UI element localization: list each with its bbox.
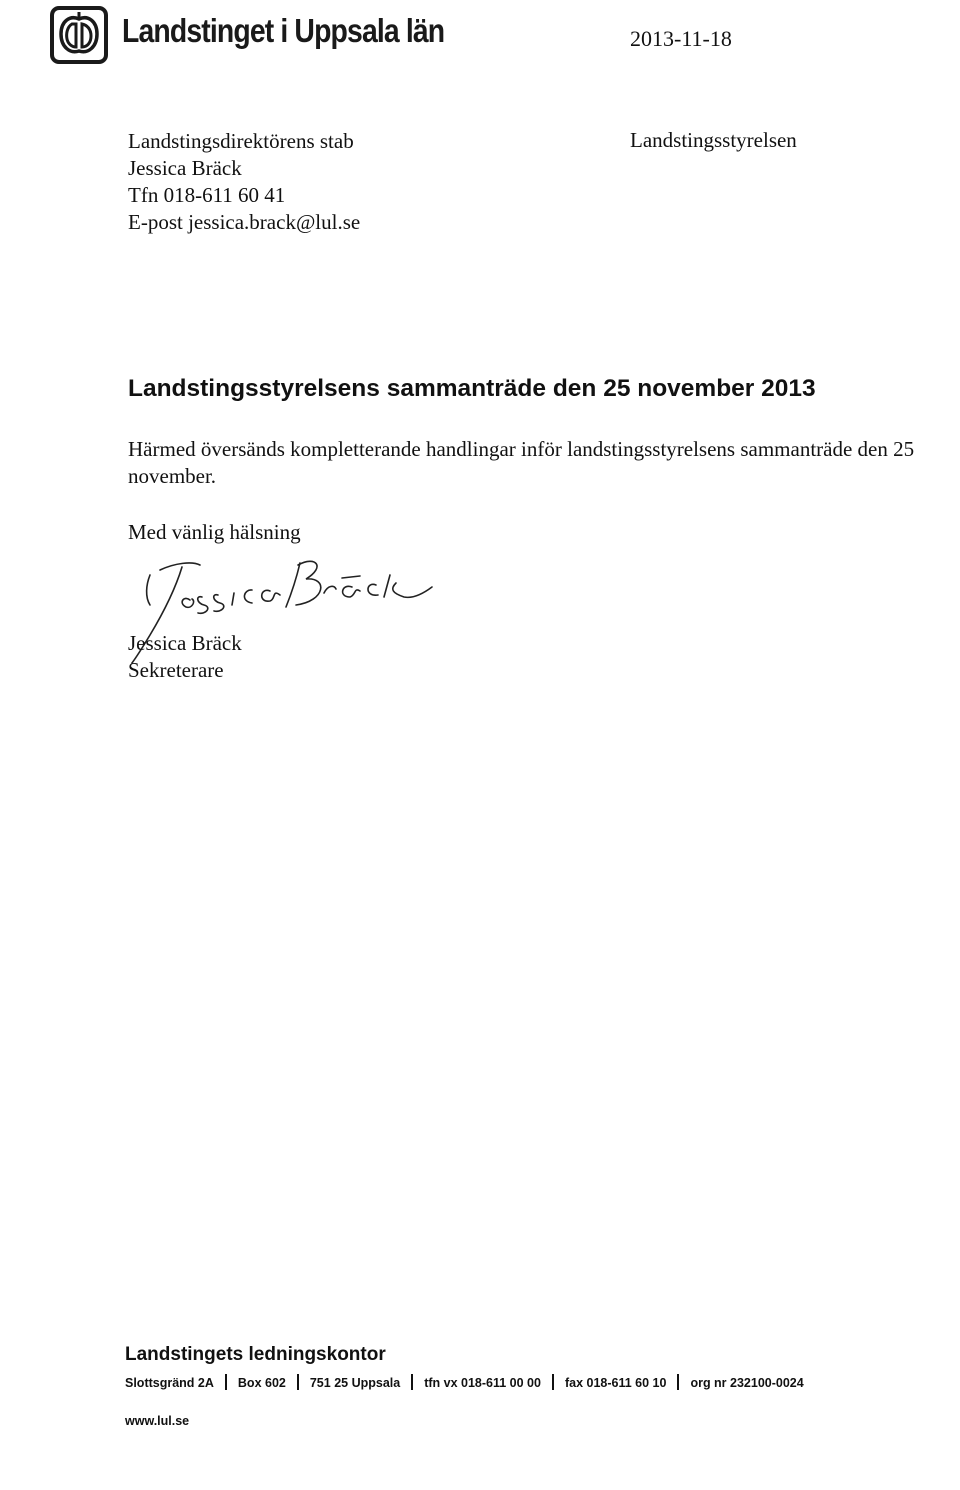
footer-separator xyxy=(677,1374,679,1390)
footer-office: Landstingets ledningskontor xyxy=(125,1344,386,1365)
footer-phone: tfn vx 018-611 00 00 xyxy=(424,1376,541,1390)
recipient: Landstingsstyrelsen xyxy=(630,128,797,152)
footer-separator xyxy=(411,1374,413,1390)
document-heading: Landstingsstyrelsens sammanträde den 25 november 2013 xyxy=(128,375,816,402)
footer-separator xyxy=(225,1374,227,1390)
sender-phone: Tfn 018-611 60 41 xyxy=(128,183,286,207)
sender-email: E-post jessica.brack@lul.se xyxy=(128,210,361,234)
footer-box: Box 602 xyxy=(237,1376,286,1390)
body-paragraph: Härmed översänds kompletterande handlingar inför landstingsstyrelsens sammanträde den 25 november. xyxy=(128,437,915,488)
closing-greeting: Med vänlig hälsning xyxy=(128,520,301,544)
footer-fax: fax 018-611 60 10 xyxy=(564,1376,667,1390)
sender-name: Jessica Bräck xyxy=(128,156,242,180)
footer-website[interactable]: www.lul.se xyxy=(125,1414,190,1428)
organization-logo xyxy=(50,6,108,64)
footer-separator xyxy=(297,1374,299,1390)
footer-details xyxy=(125,1374,804,1390)
document-date: 2013-11-18 xyxy=(630,26,732,51)
footer-address: Slottsgränd 2A xyxy=(125,1376,214,1390)
organization-name: Landstinget i Uppsala län xyxy=(122,12,445,49)
signatory-title: Sekreterare xyxy=(128,658,224,682)
footer-postal: 751 25 Uppsala xyxy=(309,1376,401,1390)
footer-org-number: org nr 232100-0024 xyxy=(690,1376,804,1390)
footer-separator xyxy=(552,1374,554,1390)
signatory-name: Jessica Bräck xyxy=(128,631,242,655)
sender-department: Landstingsdirektörens stab xyxy=(128,129,354,153)
